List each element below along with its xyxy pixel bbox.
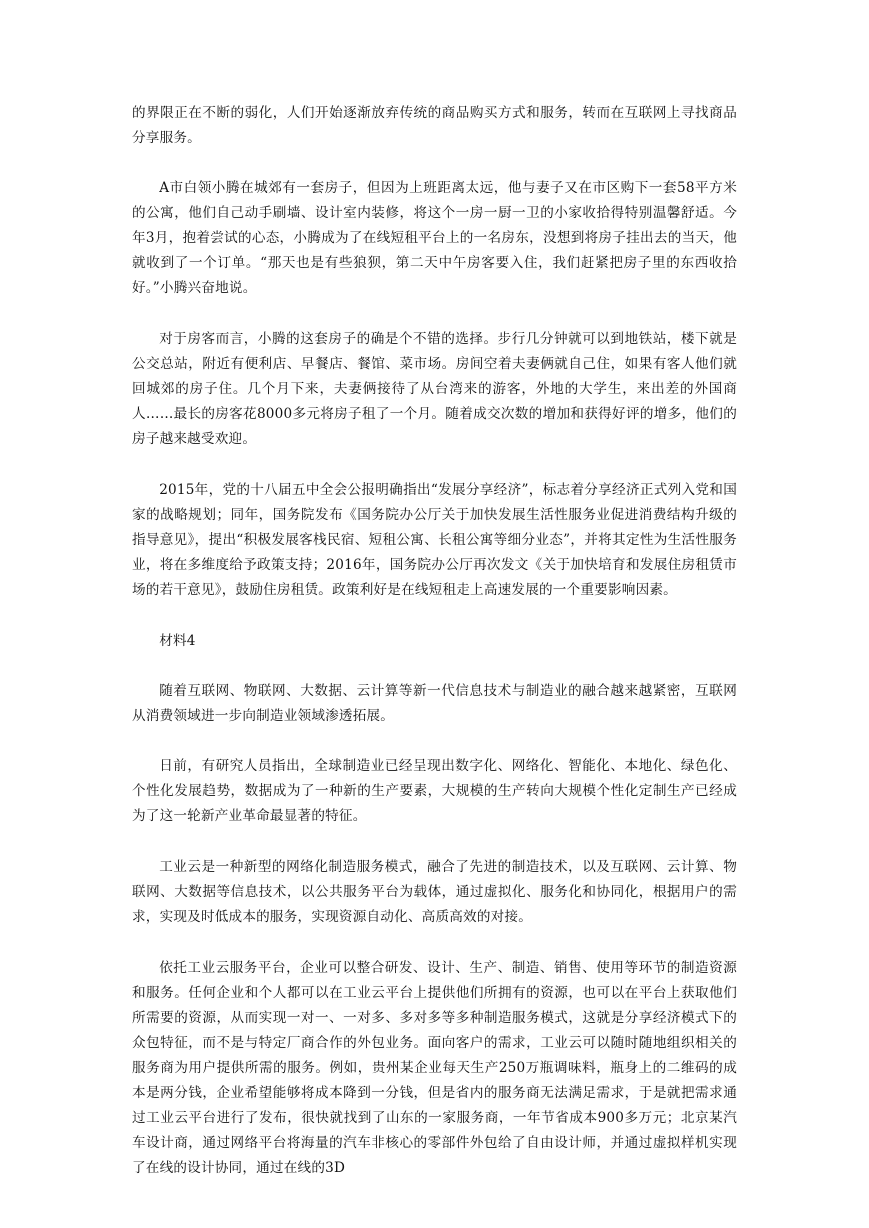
paragraph-tenant-perspective: 对于房客而言，小腾的这套房子的确是个不错的选择。步行几分钟就可以到地铁站，楼下就是公交总站，附近有便利店、早餐店、餐馆、菜市场。房间空着夫妻俩就自己住，如果有客人他们就回城郊的房子住。几个月下来，夫妻俩接待了从台湾来的游客，外地的大学生，来出差的外国商人……最长的房客花8000多元将房子租了一个月。随着成交次数的增加和获得好评的增多，他们的房子越来越受欢迎。 [132,331,737,447]
section-heading-material-4: 材料4 [159,633,196,649]
paragraph-policy-2015: 2015年，党的十八届五中全会公报明确指出“发展分享经济”，标志着分享经济正式列入党和国家的战略规划；同年，国务院发布《国务院办公厅关于加快发展生活性服务业促进消费结构升级的指导意见》，提出“积极发展客栈民宿、短租公寓、长租公寓等细分业态”，并将其定性为生活性服务业，将在多维度给予政策支持；2016年，国务院办公厅再次发文《关于加快培育和发展住房租赁市场的若干意见》，鼓励住房租赁。政策利好是在线短租走上高速发展的一个重要影响因素。 [132,482,737,598]
paragraph-continuation: 的界限正在不断的弱化，人们开始逐渐放弃传统的商品购买方式和服务，转而在互联网上寻找商品分享服务。 [132,105,737,146]
paragraph-cloud-platform-examples: 依托工业云服务平台，企业可以整合研发、设计、生产、制造、销售、使用等环节的制造资源和服务。任何企业和个人都可以在工业云平台上提供他们所拥有的资源，也可以在平台上获取他们所需要的资源，从而实现一对一、一对多、多对多等多种制造服务模式，这就是分享经济模式下的众包特征，而不是与特定厂商合作的外包业务。面向客户的需求，工业云可以随时随地组织相关的服务商为用户提供所需的服务。例如，贵州某企业每天生产250万瓶调味料，瓶身上的二维码的成本是两分钱，企业希望能够将成本降到一分钱，但是省内的服务商无法满足需求，于是就把需求通过工业云平台进行了发布，很快就找到了山东的一家服务商，一年节省成本900多万元；北京某汽车设计商，通过网络平台将海量的汽车非核心的零部件外包给了自由设计师，并通过虚拟样机实现了在线的设计协同，通过在线的3D [132,960,737,1176]
paragraph-xiaoteng-story: A市白领小腾在城郊有一套房子，但因为上班距离太远，他与妻子又在市区购下一套58平方米的公寓，他们自己动手刷墙、设计室内装修，将这个一房一厨一卫的小家收拾得特别温馨舒适。今年3月，抱着尝试的心态，小腾成为了在线短租平台上的一名房东，没想到将房子挂出去的当天，他就收到了一个订单。“那天也是有些狼狈，第二天中午房客要入住，我们赶紧把房子里的东西收拾好。”小腾兴奋地说。 [132,180,737,296]
paragraph-industrial-cloud: 工业云是一种新型的网络化制造服务模式，融合了先进的制造技术，以及互联网、云计算、物联网、大数据等信息技术，以公共服务平台为载体，通过虚拟化、服务化和协同化，根据用户的需求，实现及时低成本的服务，实现资源自动化、高质高效的对接。 [132,859,737,925]
paragraph-research-trends: 日前，有研究人员指出，全球制造业已经呈现出数字化、网络化、智能化、本地化、绿色化、个性化发展趋势，数据成为了一种新的生产要素，大规模的生产转向大规模个性化定制生产已经成为了这一轮新产业革命最显著的特征。 [132,758,737,824]
paragraph-internet-manufacturing: 随着互联网、物联网、大数据、云计算等新一代信息技术与制造业的融合越来越紧密，互联网从消费领域进一步向制造业领域渗透拓展。 [132,683,737,724]
